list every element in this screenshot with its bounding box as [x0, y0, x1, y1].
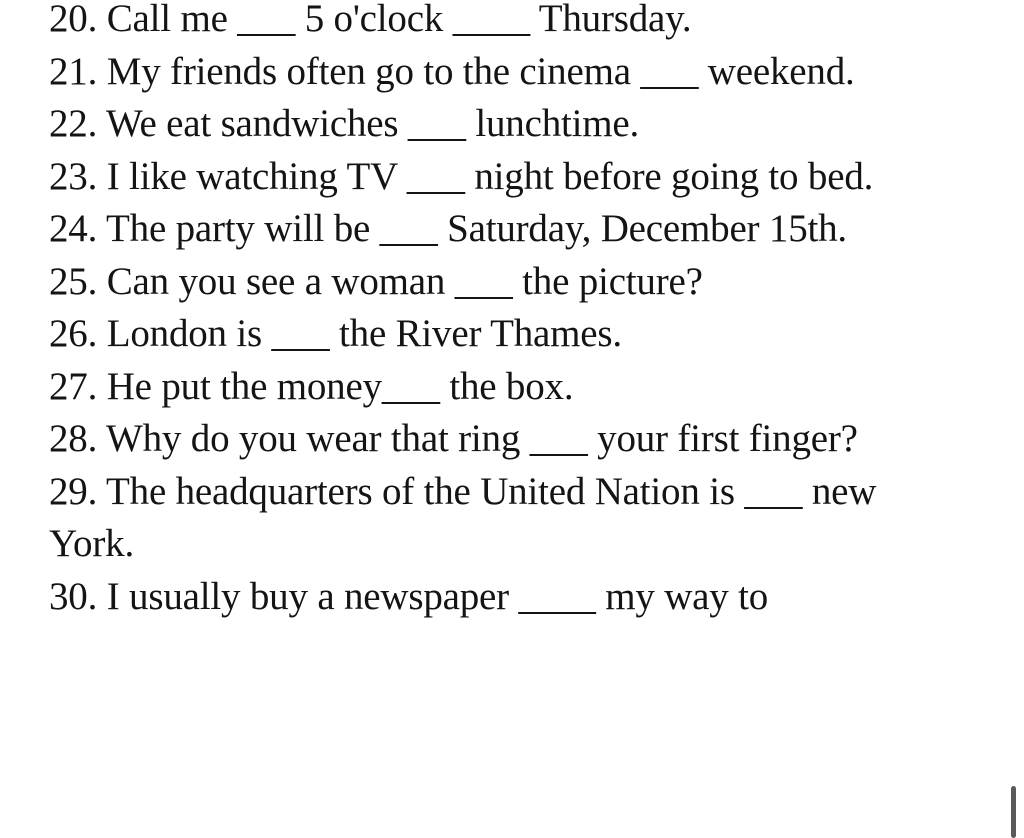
item-text: Call me ___ 5 o'clock ____ Thursday. [106, 0, 692, 40]
exercise-list [49, 0, 969, 623]
exercise-item [49, 203, 969, 256]
item-text: The party will be ___ Saturday, December 15th. [106, 207, 847, 250]
item-number: 21. [49, 49, 98, 93]
item-number: 27. [49, 364, 98, 408]
exercise-item [49, 46, 969, 99]
item-number: 24. [49, 207, 98, 250]
item-text: Can you see a woman ___ the picture? [106, 259, 703, 303]
exercise-item [49, 571, 969, 624]
item-text: London is ___ the River Thames. [106, 312, 622, 355]
item-text: My friends often go to the cinema ___ weekend. [106, 49, 855, 93]
item-number: 20. [49, 0, 98, 40]
item-number: 30. [49, 574, 98, 618]
exercise-item [49, 98, 969, 151]
exercise-item [49, 308, 969, 361]
item-text: We eat sandwiches ___ lunchtime. [106, 102, 640, 145]
scroll-indicator[interactable] [1011, 786, 1016, 838]
item-text: He put the money___ the box. [106, 364, 574, 408]
exercise-item [49, 361, 969, 414]
item-number: 29. [49, 469, 98, 513]
item-text: I like watching TV ___ night before going to bed. [106, 154, 874, 198]
exercise-item [49, 256, 969, 309]
item-number: 25. [49, 259, 98, 303]
item-text: The headquarters of the United Nation is ___ new York. [49, 469, 885, 565]
exercise-item [49, 413, 969, 466]
item-text: I usually buy a newspaper ____ my way to [106, 574, 769, 618]
exercise-item [49, 0, 969, 46]
item-number: 28. [49, 417, 98, 460]
item-number: 23. [49, 154, 98, 198]
exercise-item [49, 466, 969, 571]
exercise-item [49, 151, 969, 204]
item-number: 26. [49, 312, 98, 355]
item-number: 22. [49, 102, 98, 145]
item-text: Why do you wear that ring ___ your first finger? [106, 417, 858, 460]
